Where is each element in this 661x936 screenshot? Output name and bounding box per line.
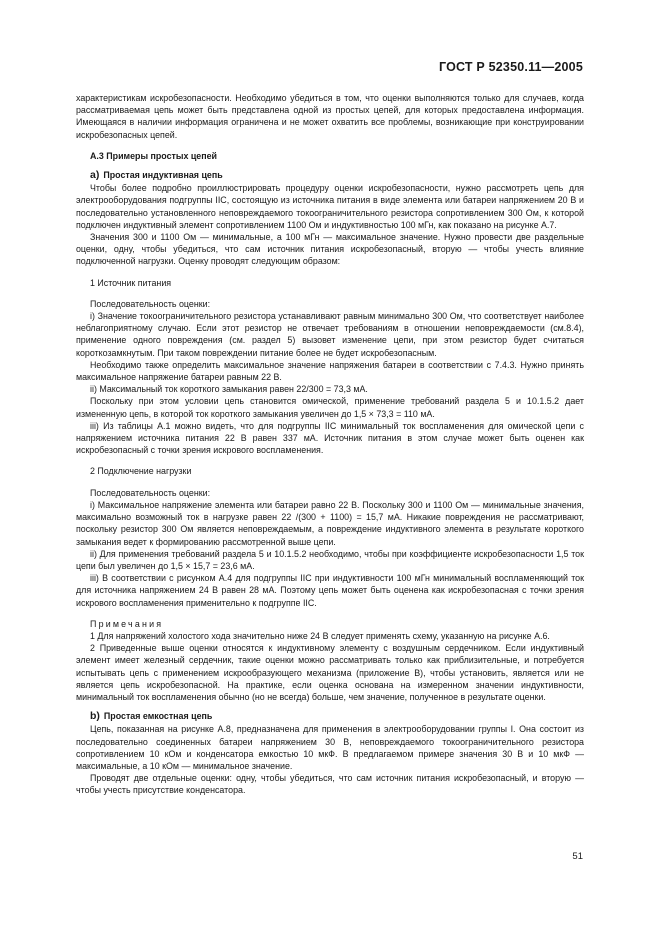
document-code: ГОСТ Р 52350.11—2005 <box>438 60 583 74</box>
paragraph-circuit-description: Чтобы более подробно проиллюстрировать процедуру оценки искробезопасности, нужно рассмотреть цепь для электрооборудования подгруппы IIC, состоящую из источника питания в виде элемента или батареи напряжением 20 В и последовательно установленного неповреждаемого токоограничительного резистора сопротивлением 300 Ом, к которой подключен индуктивный элемент сопротивлением 1100 Ом и индуктивностью 100 мГн, как показано на рисунке А.7. <box>76 183 584 230</box>
subsection-title-a: Простая индуктивная цепь <box>103 170 223 181</box>
step-1-ii: ii) Максимальный ток короткого замыкания равен 22/300 = 73,3 мА. <box>90 384 368 395</box>
page-content <box>76 92 584 797</box>
item-1-heading: 1 Источник питания <box>90 277 172 288</box>
sequence-label-2: Последовательность оценки: <box>90 487 211 498</box>
notes-heading: Примечания <box>90 618 164 629</box>
paragraph-capacitive-circuit: Цепь, показанная на рисунке А.8, предназначена для применения в электрооборудовании группы I. Она состоит из последовательно соединенных батареи напряжением 30 В, неповреждаемого токоограничительного резистора сопротивлением 10 кОм и конденсатора емкостью 10 мкФ. В предлагаемом примере значения 30 В и 10 мкФ — максимальные, а 10 кОм — минимальное значение. <box>76 724 584 771</box>
step-2-i: i) Максимальное напряжение элемента или батареи равно 22 В. Поскольку 300 и 1100 Ом — минимальные значения, максимально возможный ток в нагрузке равен 22 /(300 + 1100) = 15,7 мА. Никакие повреждения не рассматривают, поскольку резистор 300 Ом является неповреждаемым, а повреждение индуктивного элемента в результате короткого замыкания ведет к формированию рассмотренной выше цепи. <box>76 499 584 547</box>
note-2: 2 Приведенные выше оценки относятся к индуктивному элементу с воздушным сердечником. Если индуктивный элемент имеет железный сердечник, такие оценки можно рассматривать только как приблизительные, и потребуется испытывать цепь с применением искрообразующего механизма (приложение В), чтобы установить, является или не является цепь искробезопасной. На практике, если оценка основана на измеренном значении индуктивности, минимальный ток воспламенения обычно (но не всегда) больше, чем значение, полученное в результате оценки. <box>76 643 584 702</box>
note-1: 1 Для напряжений холостого хода значительно ниже 24 В следует применять схему, указанную на рисунке А.6. <box>90 630 550 641</box>
subsection-heading-b <box>76 710 584 722</box>
subsection-heading-a <box>76 169 584 181</box>
item-2-heading: 2 Подключение нагрузки <box>90 466 192 477</box>
subsection-letter-b: b) <box>90 710 100 723</box>
paragraph-two-assessments: Проводят две отдельные оценки: одну, чтобы убедиться, что сам источник питания искробезопасный, и вторую — чтобы учесть присутствие конденсатора. <box>76 773 584 796</box>
step-1-i: i) Значение токоограничительного резистора устанавливают равным минимально 300 Ом, что соответствует наиболее неблагоприятному случаю. Если этот резистор не отвечает требованиям в отношении неповреждаемости (см.8.4), применение одного повреждения (см. раздел 5) вызовет изменение цепи, при этом резистор будет считаться короткозамкнутым. При таком повреждении питание более не будет искробезопасным. <box>76 311 584 358</box>
section-heading-a3: А.3 Примеры простых цепей <box>90 150 217 161</box>
paragraph-values: Значения 300 и 1100 Ом — минимальные, а 100 мГн — максимальное значение. Нужно провести две раздельные оценки, одну, чтобы убедиться, что сам источник питания искробезопасный, вторую — чтобы учесть влияние подключенной нагрузки. Оценку проводят следующим образом: <box>76 232 584 267</box>
step-1-ii-continued: Поскольку при этом условии цепь становится омической, применение требований раздела 5 и 10.1.5.2 дает измененную цепь, в которой ток короткого замыкания увеличен до 1,5 × 73,3 = 110 мА. <box>76 396 584 419</box>
intro-paragraph: характеристикам искробезопасности. Необходимо убедиться в том, что оценки выполняются только для случаев, когда рассматриваемая цепь может быть представлена одной из простых цепей, для которых предоставлена информация. Имеющаяся в наличии информация ограничена и не может охватить все проблемы, возникающие при конструировании искробезопасных цепей. <box>76 93 584 140</box>
step-1-note: Необходимо также определить максимальное значение напряжения батареи в соответствии с 7.4.3. Нужно принять максимальное напряжение батареи равным 22 В. <box>76 359 584 383</box>
page-number: 51 <box>572 851 583 862</box>
step-2-iii: iii) В соответствии с рисунком А.4 для подгруппы IIC при индуктивности 100 мГн минимальный воспламеняющий ток для источника напряжением 24 В равен 28 мА. Поэтому цепь может быть оценена как искробезопасная с точки зрения искрового воспламенения применительно к подгруппе IIC. <box>76 573 584 608</box>
step-2-ii: ii) Для применения требований раздела 5 и 10.1.5.2 необходимо, чтобы при коэффициенте искробезопасности 1,5 ток цепи был увеличен до 1,5 × 15,7 = 23,6 мА. <box>76 548 584 571</box>
step-1-iii: iii) Из таблицы А.1 можно видеть, что для подгруппы IIC минимальный ток воспламенения для омической цепи с напряжением источника питания 22 В равен 337 мА. Источник питания в этом случае может быть оценен как искробезопасный с точки зрения искрового воспламенения. <box>76 420 584 456</box>
subsection-title-b: Простая емкостная цепь <box>103 711 213 722</box>
sequence-label-1: Последовательность оценки: <box>90 298 211 309</box>
subsection-letter-a: a) <box>90 169 100 182</box>
